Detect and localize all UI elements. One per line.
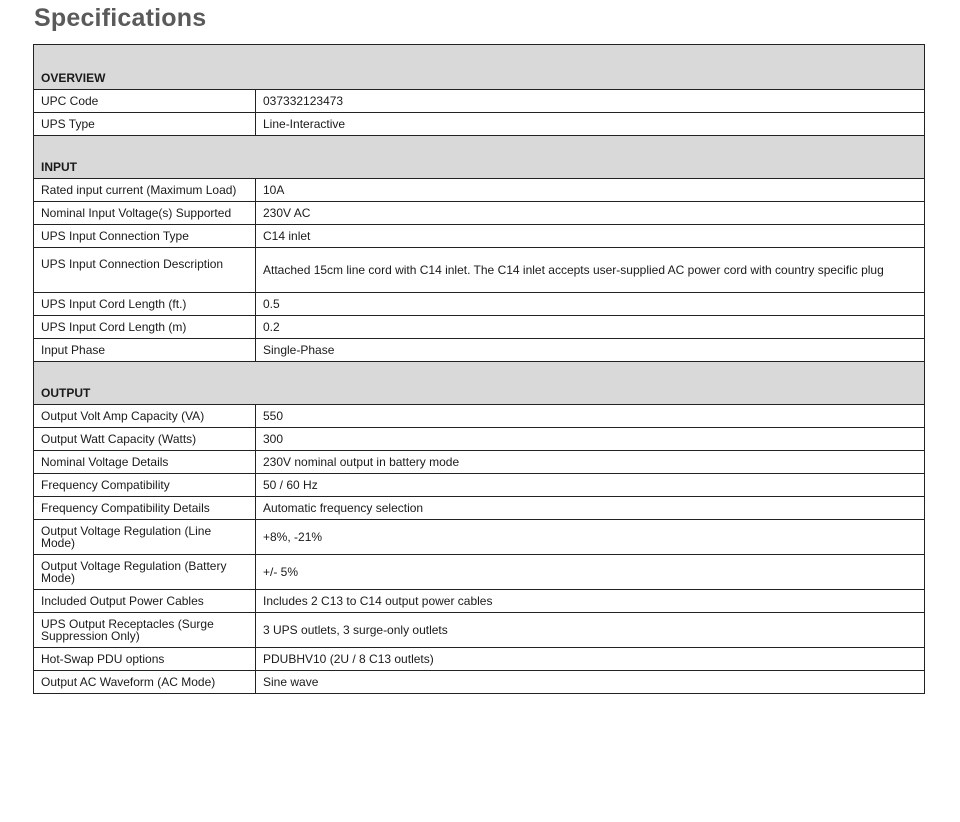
- spec-label: Input Phase: [34, 339, 256, 362]
- spec-value: Automatic frequency selection: [256, 497, 925, 520]
- section-header-overview: [34, 45, 925, 90]
- spec-label: UPS Input Connection Type: [34, 225, 256, 248]
- table-row: [34, 90, 925, 113]
- section-heading: INPUT: [34, 136, 925, 179]
- table-row: [34, 671, 925, 694]
- spec-value: C14 inlet: [256, 225, 925, 248]
- table-row: [34, 474, 925, 497]
- spec-label: Output Volt Amp Capacity (VA): [34, 405, 256, 428]
- table-row: [34, 613, 925, 648]
- section-header-output: [34, 362, 925, 405]
- spec-label: UPS Type: [34, 113, 256, 136]
- spec-value: +/- 5%: [256, 555, 925, 590]
- spec-value: 3 UPS outlets, 3 surge-only outlets: [256, 613, 925, 648]
- spec-label: UPS Output Receptacles (Surge Suppression Only): [34, 613, 256, 648]
- spec-value: Attached 15cm line cord with C14 inlet. The C14 inlet accepts user-supplied AC power cord with country specific plug: [256, 248, 925, 293]
- table-row: [34, 555, 925, 590]
- spec-value: Sine wave: [256, 671, 925, 694]
- spec-value: 50 / 60 Hz: [256, 474, 925, 497]
- spec-value: 10A: [256, 179, 925, 202]
- spec-value: Includes 2 C13 to C14 output power cables: [256, 590, 925, 613]
- spec-label: Included Output Power Cables: [34, 590, 256, 613]
- spec-label: Output Voltage Regulation (Line Mode): [34, 520, 256, 555]
- page-title: Specifications: [34, 4, 207, 32]
- spec-value: 0.5: [256, 293, 925, 316]
- spec-value: 230V nominal output in battery mode: [256, 451, 925, 474]
- table-row: [34, 428, 925, 451]
- table-row: [34, 113, 925, 136]
- section-header-input: [34, 136, 925, 179]
- specifications-table: [33, 44, 925, 694]
- spec-label: Nominal Voltage Details: [34, 451, 256, 474]
- table-row: [34, 497, 925, 520]
- spec-value: Line-Interactive: [256, 113, 925, 136]
- spec-label: Hot-Swap PDU options: [34, 648, 256, 671]
- spec-value: 0.2: [256, 316, 925, 339]
- table-row: [34, 451, 925, 474]
- section-heading: OUTPUT: [34, 362, 925, 405]
- table-row: [34, 590, 925, 613]
- table-row: [34, 405, 925, 428]
- spec-value: 300: [256, 428, 925, 451]
- table-row: [34, 339, 925, 362]
- spec-label: UPS Input Cord Length (ft.): [34, 293, 256, 316]
- table-row: [34, 316, 925, 339]
- spec-label: Frequency Compatibility: [34, 474, 256, 497]
- table-row: [34, 225, 925, 248]
- spec-value: 230V AC: [256, 202, 925, 225]
- table-row: [34, 293, 925, 316]
- spec-value: PDUBHV10 (2U / 8 C13 outlets): [256, 648, 925, 671]
- spec-label: Rated input current (Maximum Load): [34, 179, 256, 202]
- table-row: [34, 179, 925, 202]
- spec-value: 550: [256, 405, 925, 428]
- spec-label: Output Voltage Regulation (Battery Mode): [34, 555, 256, 590]
- spec-label: Nominal Input Voltage(s) Supported: [34, 202, 256, 225]
- spec-label: UPS Input Connection Description: [34, 248, 256, 293]
- spec-value: +8%, -21%: [256, 520, 925, 555]
- spec-value: 037332123473: [256, 90, 925, 113]
- section-heading: OVERVIEW: [34, 45, 925, 90]
- spec-value: Single-Phase: [256, 339, 925, 362]
- spec-label: Frequency Compatibility Details: [34, 497, 256, 520]
- spec-label: UPS Input Cord Length (m): [34, 316, 256, 339]
- spec-label: Output AC Waveform (AC Mode): [34, 671, 256, 694]
- spec-label: UPC Code: [34, 90, 256, 113]
- spec-label: Output Watt Capacity (Watts): [34, 428, 256, 451]
- table-row: [34, 248, 925, 293]
- table-row: [34, 202, 925, 225]
- table-row: [34, 648, 925, 671]
- table-row: [34, 520, 925, 555]
